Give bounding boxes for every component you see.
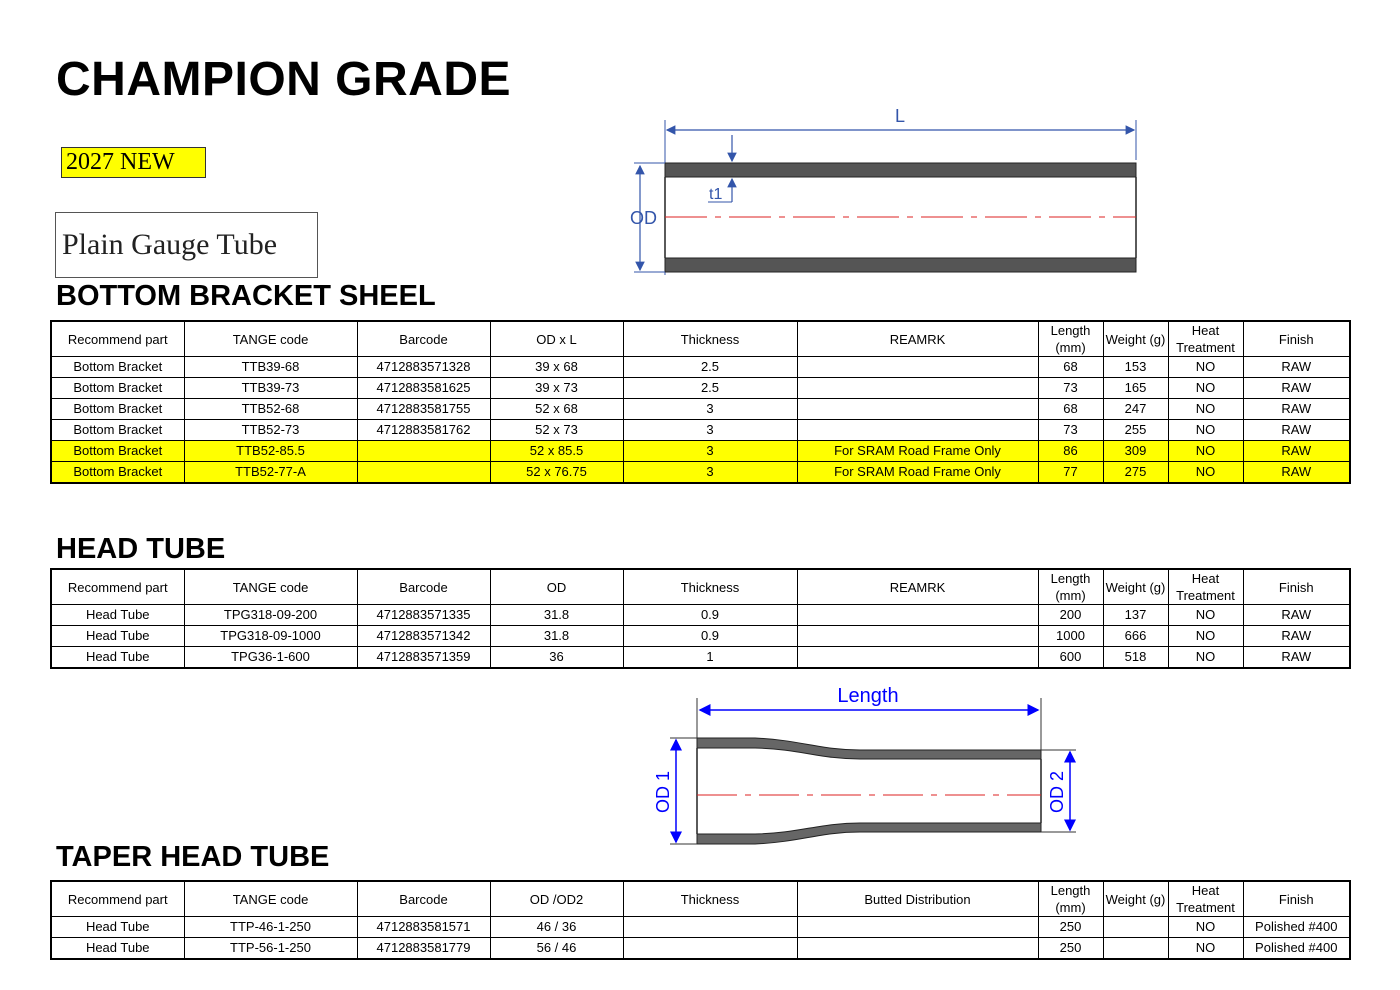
column-header: Heat Treatment xyxy=(1168,321,1243,357)
table-cell: 255 xyxy=(1103,420,1168,441)
table-row xyxy=(51,626,1350,647)
table-cell: TPG318-09-200 xyxy=(184,605,357,626)
column-header: Length (mm) xyxy=(1038,569,1103,605)
column-header: Heat Treatment xyxy=(1168,881,1243,917)
table-cell: 4712883581755 xyxy=(357,399,490,420)
table-cell: NO xyxy=(1168,626,1243,647)
table-cell: 73 xyxy=(1038,378,1103,399)
section-title-taper-head-tube: TAPER HEAD TUBE xyxy=(56,841,330,873)
column-header: Recommend part xyxy=(51,881,184,917)
table-cell: TTB39-73 xyxy=(184,378,357,399)
table-cell: RAW xyxy=(1243,357,1350,378)
table-cell: 3 xyxy=(623,420,797,441)
dimension-od1-label: OD 1 xyxy=(653,770,673,814)
table-cell xyxy=(797,357,1038,378)
table-cell: NO xyxy=(1168,357,1243,378)
table-cell: 275 xyxy=(1103,462,1168,484)
table-cell: 68 xyxy=(1038,399,1103,420)
column-header: Length (mm) xyxy=(1038,881,1103,917)
table-cell: RAW xyxy=(1243,420,1350,441)
table-cell: 36 xyxy=(490,647,623,669)
table-cell: 3 xyxy=(623,441,797,462)
column-header: Butted Distribution xyxy=(797,881,1038,917)
page-title: CHAMPION GRADE xyxy=(56,53,512,106)
table-cell: 39 x 73 xyxy=(490,378,623,399)
table-row xyxy=(51,378,1350,399)
table-cell xyxy=(797,938,1038,960)
taper-tube-diagram xyxy=(640,680,1090,860)
table-cell: 666 xyxy=(1103,626,1168,647)
table-row xyxy=(51,357,1350,378)
table-cell xyxy=(623,917,797,938)
table-cell: TTB52-77-A xyxy=(184,462,357,484)
table-cell: For SRAM Road Frame Only xyxy=(797,441,1038,462)
column-header: Heat Treatment xyxy=(1168,569,1243,605)
column-header: Barcode xyxy=(357,321,490,357)
table-cell: RAW xyxy=(1243,441,1350,462)
column-header: Length (mm) xyxy=(1038,321,1103,357)
table-cell: 77 xyxy=(1038,462,1103,484)
table-cell: RAW xyxy=(1243,378,1350,399)
table-cell: 200 xyxy=(1038,605,1103,626)
table-cell xyxy=(797,378,1038,399)
table-cell: TPG318-09-1000 xyxy=(184,626,357,647)
table-cell: 52 x 73 xyxy=(490,420,623,441)
new-badge: 2027 NEW xyxy=(61,147,206,178)
table-header-row xyxy=(51,569,1350,605)
table-cell: NO xyxy=(1168,378,1243,399)
table-cell xyxy=(797,399,1038,420)
table-cell: 4712883571328 xyxy=(357,357,490,378)
table-row xyxy=(51,605,1350,626)
column-header: Thickness xyxy=(623,321,797,357)
table-cell: 39 x 68 xyxy=(490,357,623,378)
table-cell: RAW xyxy=(1243,399,1350,420)
dimension-od2-label: OD 2 xyxy=(1047,770,1067,814)
table-cell: 2.5 xyxy=(623,378,797,399)
table-cell: RAW xyxy=(1243,647,1350,669)
table-header-row xyxy=(51,321,1350,357)
table-cell: Polished #400 xyxy=(1243,938,1350,960)
table-cell: TTB52-68 xyxy=(184,399,357,420)
column-header: OD xyxy=(490,569,623,605)
table-cell: NO xyxy=(1168,917,1243,938)
taper-wall-top xyxy=(697,738,1041,759)
table-cell: 165 xyxy=(1103,378,1168,399)
table-cell: NO xyxy=(1168,441,1243,462)
table-cell: Bottom Bracket xyxy=(51,399,184,420)
column-header: Finish xyxy=(1243,321,1350,357)
table-cell: 0.9 xyxy=(623,626,797,647)
table-cell: 31.8 xyxy=(490,605,623,626)
table-cell: 46 / 36 xyxy=(490,917,623,938)
column-header: Thickness xyxy=(623,881,797,917)
column-header: Barcode xyxy=(357,569,490,605)
column-header: Barcode xyxy=(357,881,490,917)
column-header: Thickness xyxy=(623,569,797,605)
table-cell xyxy=(797,917,1038,938)
table-cell xyxy=(797,626,1038,647)
column-header: REAMRK xyxy=(797,321,1038,357)
table-cell: 86 xyxy=(1038,441,1103,462)
table-cell: Bottom Bracket xyxy=(51,462,184,484)
table-cell xyxy=(1103,938,1168,960)
dimension-length-label: Length xyxy=(837,685,899,707)
table-cell: Bottom Bracket xyxy=(51,357,184,378)
table-cell: Head Tube xyxy=(51,917,184,938)
table-cell: 600 xyxy=(1038,647,1103,669)
head-tube-table xyxy=(50,568,1351,669)
table-cell: TTB52-73 xyxy=(184,420,357,441)
tube-wall-top xyxy=(665,163,1136,177)
table-cell: RAW xyxy=(1243,605,1350,626)
column-header: OD x L xyxy=(490,321,623,357)
table-cell xyxy=(797,647,1038,669)
table-cell: NO xyxy=(1168,420,1243,441)
dimension-thickness-label: t1 xyxy=(709,186,723,203)
table-header-row xyxy=(51,881,1350,917)
column-header: OD /OD2 xyxy=(490,881,623,917)
table-cell: 4712883581571 xyxy=(357,917,490,938)
table-cell: 1000 xyxy=(1038,626,1103,647)
table-cell: NO xyxy=(1168,938,1243,960)
table-cell: 4712883581762 xyxy=(357,420,490,441)
table-cell: 52 x 68 xyxy=(490,399,623,420)
table-cell: 4712883571342 xyxy=(357,626,490,647)
table-cell xyxy=(357,441,490,462)
table-cell: TTP-46-1-250 xyxy=(184,917,357,938)
column-header: Weight (g) xyxy=(1103,881,1168,917)
table-cell: TTB39-68 xyxy=(184,357,357,378)
table-cell: 52 x 85.5 xyxy=(490,441,623,462)
column-header: Weight (g) xyxy=(1103,569,1168,605)
column-header: TANGE code xyxy=(184,321,357,357)
table-cell xyxy=(797,420,1038,441)
table-cell: 250 xyxy=(1038,917,1103,938)
table-row xyxy=(51,938,1350,960)
column-header: Weight (g) xyxy=(1103,321,1168,357)
table-cell: TPG36-1-600 xyxy=(184,647,357,669)
table-row xyxy=(51,399,1350,420)
table-cell: Bottom Bracket xyxy=(51,420,184,441)
table-cell: 309 xyxy=(1103,441,1168,462)
table-cell: Head Tube xyxy=(51,938,184,960)
table-cell: 56 / 46 xyxy=(490,938,623,960)
table-cell: Bottom Bracket xyxy=(51,441,184,462)
taper-head-tube-table xyxy=(50,880,1351,960)
column-header: Recommend part xyxy=(51,569,184,605)
dimension-od-label: OD xyxy=(630,208,657,228)
table-cell: 52 x 76.75 xyxy=(490,462,623,484)
table-cell: 153 xyxy=(1103,357,1168,378)
table-cell: TTB52-85.5 xyxy=(184,441,357,462)
table-cell: TTP-56-1-250 xyxy=(184,938,357,960)
table-cell: NO xyxy=(1168,647,1243,669)
table-row xyxy=(51,441,1350,462)
bottom-bracket-table xyxy=(50,320,1351,484)
table-cell: For SRAM Road Frame Only xyxy=(797,462,1038,484)
table-cell: NO xyxy=(1168,462,1243,484)
table-cell: 4712883581779 xyxy=(357,938,490,960)
table-cell: Bottom Bracket xyxy=(51,378,184,399)
column-header: Finish xyxy=(1243,881,1350,917)
product-line-label: Plain Gauge Tube xyxy=(55,212,318,278)
section-title-bottom-bracket: BOTTOM BRACKET SHEEL xyxy=(56,280,436,312)
plain-tube-diagram xyxy=(620,100,1150,290)
table-cell xyxy=(797,605,1038,626)
table-cell: 68 xyxy=(1038,357,1103,378)
table-cell: 250 xyxy=(1038,938,1103,960)
table-cell: 4712883571335 xyxy=(357,605,490,626)
table-cell xyxy=(1103,917,1168,938)
table-cell: 4712883571359 xyxy=(357,647,490,669)
table-row xyxy=(51,647,1350,669)
table-cell: 518 xyxy=(1103,647,1168,669)
table-cell: NO xyxy=(1168,605,1243,626)
table-cell: NO xyxy=(1168,399,1243,420)
table-cell: Head Tube xyxy=(51,626,184,647)
table-cell: 137 xyxy=(1103,605,1168,626)
column-header: TANGE code xyxy=(184,569,357,605)
table-cell xyxy=(357,462,490,484)
table-cell: 4712883581625 xyxy=(357,378,490,399)
column-header: Recommend part xyxy=(51,321,184,357)
table-cell: 3 xyxy=(623,462,797,484)
column-header: Finish xyxy=(1243,569,1350,605)
table-cell: 1 xyxy=(623,647,797,669)
taper-wall-bottom xyxy=(697,823,1041,844)
table-cell: Head Tube xyxy=(51,647,184,669)
table-cell: 31.8 xyxy=(490,626,623,647)
tube-wall-bottom xyxy=(665,258,1136,272)
dimension-length-label: L xyxy=(894,106,906,126)
table-cell: Head Tube xyxy=(51,605,184,626)
table-cell: 3 xyxy=(623,399,797,420)
table-cell: Polished #400 xyxy=(1243,917,1350,938)
section-title-head-tube: HEAD TUBE xyxy=(56,533,226,565)
table-row xyxy=(51,917,1350,938)
table-cell xyxy=(623,938,797,960)
table-cell: 0.9 xyxy=(623,605,797,626)
table-row xyxy=(51,462,1350,484)
table-cell: RAW xyxy=(1243,626,1350,647)
table-cell: 73 xyxy=(1038,420,1103,441)
table-cell: RAW xyxy=(1243,462,1350,484)
table-row xyxy=(51,420,1350,441)
column-header: TANGE code xyxy=(184,881,357,917)
column-header: REAMRK xyxy=(797,569,1038,605)
table-cell: 2.5 xyxy=(623,357,797,378)
table-cell: 247 xyxy=(1103,399,1168,420)
